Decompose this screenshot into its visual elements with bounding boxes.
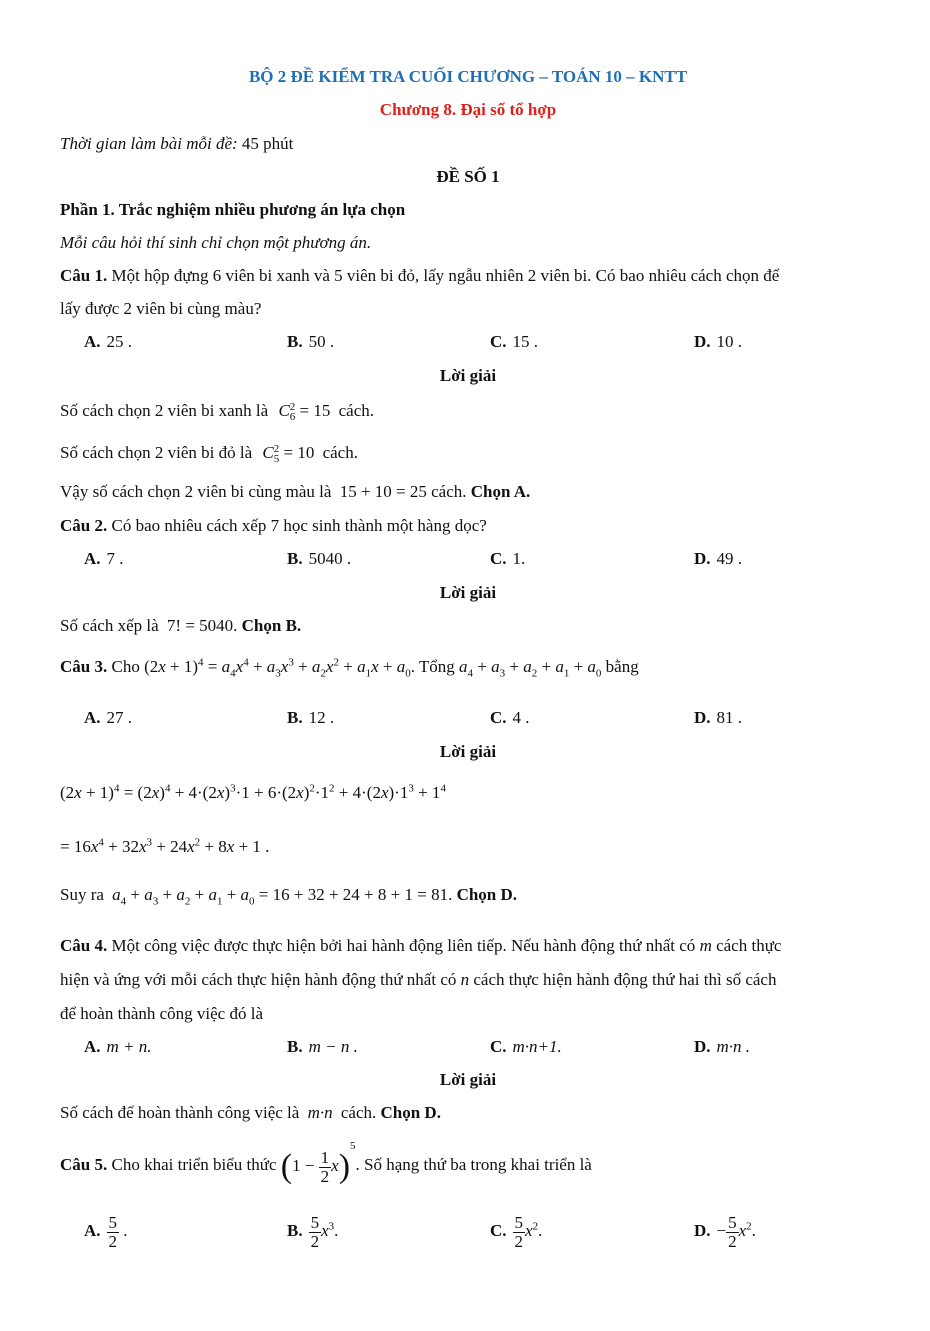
question-label: Câu 5. [60,1155,108,1174]
option-c[interactable]: C. 1. [490,549,526,568]
time-label: Thời gian làm bài mỗi đề: [60,134,238,153]
option-a[interactable]: A. 7 . [84,549,124,568]
option-b[interactable]: B. 12 . [287,708,335,727]
question-3-line-1: Câu 3. Cho $(2x + 1)^4 = a_4x^4 + a_3x^3 + a_2x^2 + a_1x + a_0$. Tổng $a_4 + a_3 + a_2 + a_1 + a_0$ bằng [60,656,639,680]
option-d[interactable]: D. − $\frac{5}{2}$ $x^2$. [694,1212,756,1251]
expansion-formula: $(2x + 1)^4 = a_4x^4 + a_3x^3 + a_2x^2 + a_1x + a_0$ [144,656,411,680]
option-a[interactable]: A. $\frac{5}{2}$ . [84,1212,128,1251]
question-label: Câu 4. [60,936,108,955]
time-value: 45 phút [241,134,294,153]
question-4-line-2: hiện và ứng với mỗi cách thực hiện hành động thứ nhất có n cách thực hiện hành động thứ hai thì số cách [60,970,777,989]
solution-line: Vậy số cách chọn 2 viên bi cùng màu là 15 + 10 = 25 cách. Chọn A. [60,482,531,501]
solution-line: Suy ra $a_4 + a_3 + a_2 + a_1 + a_0 = 16 + 32 + 24 + 8 + 1 = 81$. Chọn D. [60,885,518,908]
question-text: Có bao nhiêu cách xếp 7 học sinh thành một hàng dọc? [111,516,487,535]
option-d[interactable]: D. 49 . [694,549,743,568]
part-heading: Phần 1. Trắc nghiệm nhiều phương án lựa chọn [60,200,406,219]
option-b[interactable]: B. $\frac{5}{2}$ $x^3$. [287,1212,339,1251]
option-a[interactable]: A. 25 . [84,332,133,351]
binomial-expression: (1 − $\frac{1}{2}$ x)$^5$ [280,1140,356,1186]
time-line [60,133,876,155]
part-instruction: Mỗi câu hỏi thí sinh chỉ chọn một phương án. [60,233,372,252]
option-b[interactable]: B. m − n . [287,1037,358,1056]
solution-heading: Lời giải [439,366,497,385]
question-4-line-3: để hoàn thành công việc đó là [60,1004,263,1023]
option-c[interactable]: C. 15 . [490,332,539,351]
document-title: BỘ 2 ĐỀ KIỂM TRA CUỐI CHƯƠNG – TOÁN 10 – KNTT [248,67,688,86]
solution-heading: Lời giải [439,1070,497,1089]
chapter-title: Chương 8. Đại số tổ hợp [379,100,557,119]
option-d[interactable]: D. m·n . [694,1037,751,1056]
solution-expansion: $(2x + 1)^4 = (2x)^4 + 4\cdot(2x)^3\cdot 1 + 6\cdot(2x)^2\cdot 1^2 + 4\cdot(2x)\cdot 1^3 + 1^4$ [60,782,446,802]
coefficient-sum: $a_4 + a_3 + a_2 + a_1 + a_0$ [459,657,602,680]
question-label: Câu 1. [60,266,108,285]
solution-line: Số cách để hoàn thành công việc là m·n cách. Chọn D. [60,1103,441,1122]
question-label: Câu 3. [60,657,108,676]
exam-number: ĐỀ SỐ 1 [436,167,500,186]
option-b[interactable]: B. 5040 . [287,549,352,568]
solution-heading: Lời giải [439,742,497,761]
question-1-options [0,331,930,355]
option-a[interactable]: A. 27 . [84,708,133,727]
question-5-line-1: Câu 5. Cho khai triển biểu thức (1 − $\frac{1}{2}$ x)$^5$. Số hạng thứ ba trong khai triển là [60,1140,592,1186]
solution-line: Số cách chọn 2 viên bi xanh là C 2 6 = 15 cách. [60,401,375,424]
question-text: Một hộp đựng 6 viên bi xanh và 5 viên bi đỏ, lấy ngẫu nhiên 2 viên bi. Có bao nhiêu cách chọn để [111,266,780,285]
solution-heading: Lời giải [439,583,497,602]
solution-expansion-result: = $16x^4 + 32x^3 + 24x^2 + 8x + 1$ . [60,836,270,856]
option-d[interactable]: D. 81 . [694,708,743,727]
question-4-options [0,1036,930,1060]
option-c[interactable]: C. m·n+1. [490,1037,562,1056]
option-b[interactable]: B. 50 . [287,332,335,351]
question-1-line-2: lấy được 2 viên bi cùng màu? [60,299,262,318]
question-2-line-1 [60,515,876,537]
question-3-options [0,707,930,731]
question-4-line-1: Câu 4. Một công việc được thực hiện bởi hai hành động liên tiếp. Nếu hành động thứ nhất có m cách thực [60,936,782,955]
question-1-line-1 [60,265,876,287]
question-5-options [0,1208,930,1256]
solution-line: Số cách xếp là 7! = 5040. Chọn B. [60,616,302,635]
question-label: Câu 2. [60,516,108,535]
option-d[interactable]: D. 10 . [694,332,743,351]
option-c[interactable]: C. $\frac{5}{2}$ $x^2$. [490,1212,543,1251]
option-c[interactable]: C. 4 . [490,708,530,727]
solution-line: Số cách chọn 2 viên bi đỏ là C 2 5 = 10 cách. [60,443,358,466]
option-a[interactable]: A. m + n. [84,1037,152,1056]
question-2-options [0,548,930,572]
